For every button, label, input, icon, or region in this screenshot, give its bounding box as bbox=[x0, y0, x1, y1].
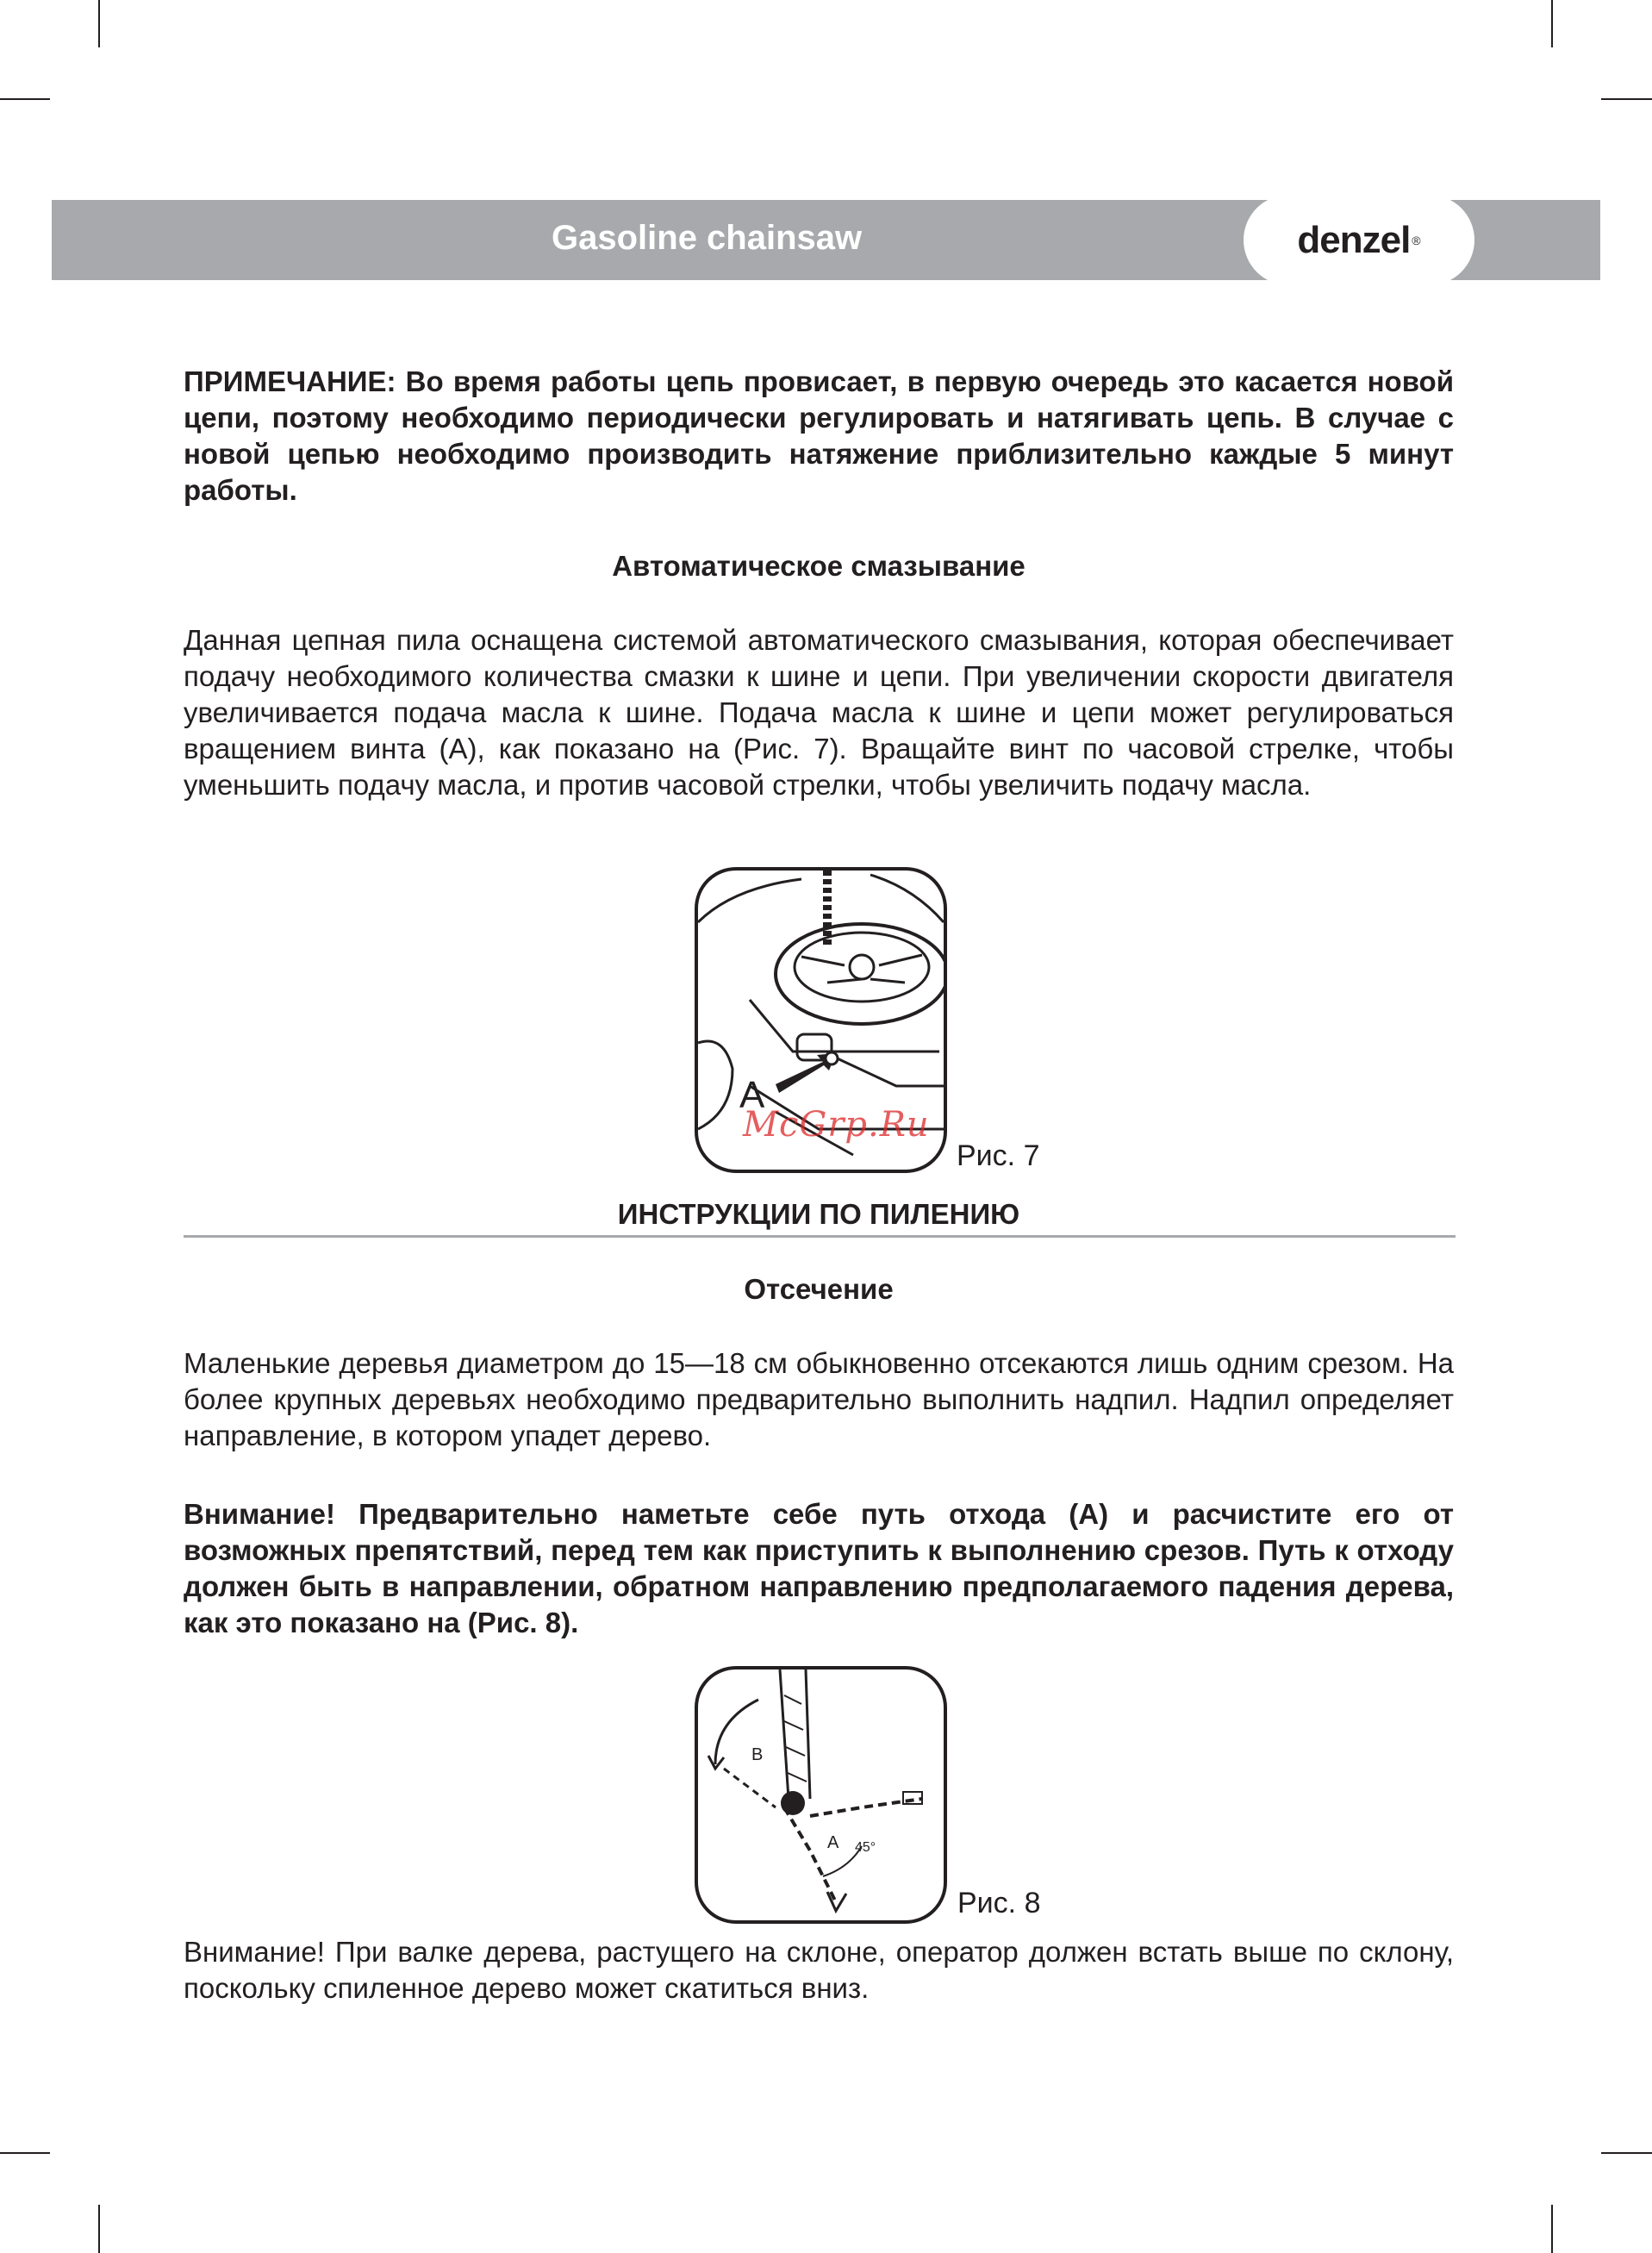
figure-8-image bbox=[695, 1666, 947, 1924]
watermark: McGrp.Ru bbox=[743, 1105, 930, 1145]
crop-mark bbox=[0, 2152, 50, 2154]
crop-mark bbox=[1601, 2152, 1652, 2154]
final-note: Внимание! При валке дерева, растущего на склоне, оператор должен встать выше по склону, поскольку спиленное дерево может скатиться вниз. bbox=[184, 1936, 1454, 2004]
logo-reg-mark: ® bbox=[1412, 233, 1421, 247]
subsection-heading-cutting: Отсечение bbox=[744, 1273, 894, 1305]
crop-mark bbox=[1551, 0, 1553, 47]
crop-mark bbox=[98, 2205, 100, 2253]
crop-mark bbox=[98, 0, 100, 47]
note-paragraph: ПРИМЕЧАНИЕ: Во время работы цепь провисает, в первую очередь это касается новой цепи, поэтому необходимо периодически регулировать и натягивать цепь. В случае с новой цепью необходимо производить натяжение приблизительно каждые 5 минут работы. bbox=[184, 365, 1454, 506]
page-title: Gasoline chainsaw bbox=[552, 219, 863, 257]
cutting-text: Маленькие деревья диаметром до 15—18 см обыкновенно отсекаются лишь одним срезом. На более крупных деревьях необходимо предварительно выполнить надпил. Надпил определяет направление, в котором упадет дерево. bbox=[184, 1347, 1454, 1451]
crop-mark bbox=[1601, 98, 1652, 100]
figure-8-label-b: B bbox=[751, 1745, 764, 1764]
crop-mark bbox=[0, 98, 50, 100]
warning-paragraph: Внимание! Предварительно наметьте себе путь отхода (А) и расчистите его от возможных препятствий, перед тем как приступить к выполнению срезов. Путь к отходу должен быть в направлении, обратном направлению предполагаемого падения дерева, как это показано на (Рис. 8). bbox=[184, 1498, 1454, 1638]
figure-7-label-a: A bbox=[739, 1074, 765, 1116]
figure-8-caption: Рис. 8 bbox=[957, 1887, 1041, 1919]
brand-logo bbox=[1244, 195, 1474, 285]
figure-7-caption: Рис. 7 bbox=[957, 1139, 1040, 1172]
lubrication-text: Данная цепная пила оснащена системой автоматического смазывания, которая обеспечивает подачу необходимого количества смазки к шине и цепи. При увеличении скорости двигателя увеличивается подача масла к шине. Подача масла к шине и цепи может регулироваться вращением винта (А), как показано на (Рис. 7). Вращайте винт по часовой стрелке, чтобы уменьшить подачу масла, и против часовой стрелки, чтобы увеличить подачу масла. bbox=[184, 624, 1454, 801]
figure-8-label-a: A bbox=[827, 1833, 839, 1852]
section-heading-sawing: ИНСТРУКЦИИ ПО ПИЛЕНИЮ bbox=[617, 1198, 1020, 1230]
section-heading-lubrication: Автоматическое смазывание bbox=[612, 550, 1025, 582]
section-divider bbox=[184, 1235, 1456, 1238]
figure-8-angle: 45° bbox=[855, 1840, 876, 1855]
logo-text: denzel bbox=[1297, 218, 1411, 261]
crop-mark bbox=[1551, 2205, 1553, 2253]
figure-8-drawing bbox=[698, 1669, 944, 1920]
